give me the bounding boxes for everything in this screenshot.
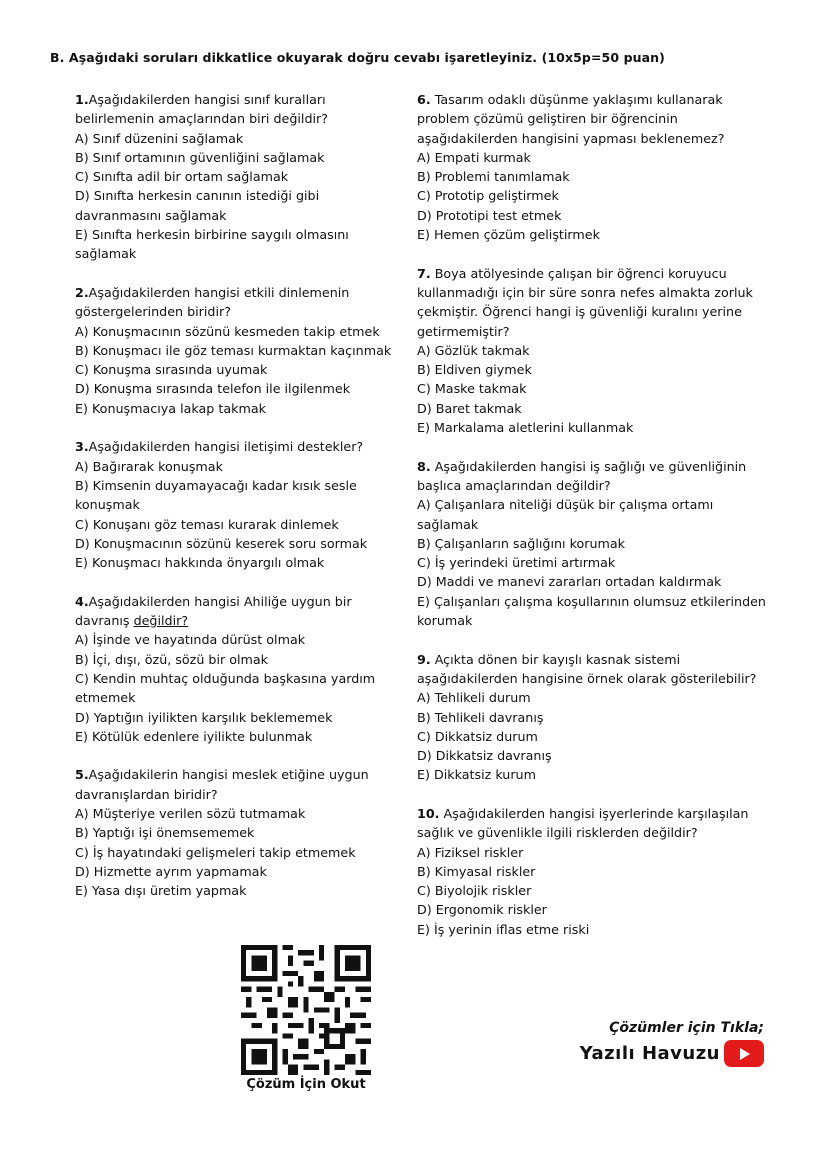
option-e: E) Dikkatsiz kurum xyxy=(417,767,536,783)
option-b: B) Eldiven giymek xyxy=(417,362,532,378)
option-c: C) Prototip geliştirmek xyxy=(417,188,559,204)
question-7 xyxy=(417,264,767,438)
qr-block xyxy=(241,945,371,1092)
right-column xyxy=(417,90,767,958)
question-9 xyxy=(417,650,767,785)
promo-block[interactable] xyxy=(580,1020,764,1067)
option-e: E) Hemen çözüm geliştirmek xyxy=(417,227,600,243)
option-e: E) Yasa dışı üretim yapmak xyxy=(75,883,247,899)
option-e: E) Markalama aletlerini kullanmak xyxy=(417,420,634,436)
option-d: D) Baret takmak xyxy=(417,400,522,416)
question-5 xyxy=(75,765,395,900)
qr-caption: Çözüm İçin Okut xyxy=(246,1077,366,1092)
option-b: B) Tehlikeli davranış xyxy=(417,709,544,725)
option-b: B) Kimsenin duyamayacağı kadar kısık sesle konuşmak xyxy=(75,477,357,513)
question-10 xyxy=(417,804,767,939)
question-1 xyxy=(75,90,395,264)
option-d: D) Sınıfta herkesin canının istediği gibi davranmasını sağlamak xyxy=(75,188,320,223)
question-4 xyxy=(75,592,395,746)
question-stem: 10. Aşağıdakilerden hangisi işyerlerinde karşılaşılan sağlık ve güvenlikle ilgili risklerden değildir? xyxy=(417,805,749,841)
option-c: C) Kendin muhtaç olduğunda başkasına yardım etmemek xyxy=(75,670,376,706)
option-d: D) Hizmette ayrım yapmamak xyxy=(75,863,267,879)
question-6 xyxy=(417,90,767,244)
option-b: B) Problemi tanımlamak xyxy=(417,169,570,185)
question-stem: 9. Açıkta dönen bir kayışlı kasnak sistemi aşağıdakilerden hangisine örnek olarak gösterilebilir? xyxy=(417,651,757,686)
option-c: C) Konuşma sırasında uyumak xyxy=(75,362,268,378)
question-stem: 6. Tasarım odaklı düşünme yaklaşımı kullanarak problem çözümü geliştiren bir öğrencinin aşağıdakilerden hangisini yapması beklenemez? xyxy=(417,92,725,146)
promo-caption: Çözümler için Tıkla; xyxy=(609,1020,764,1036)
option-a: A) Sınıf düzenini sağlamak xyxy=(75,130,244,146)
option-b: B) Yaptığı işi önemsememek xyxy=(75,825,255,841)
option-e: E) Sınıfta herkesin birbirine saygılı olmasını sağlamak xyxy=(75,227,349,262)
option-c: C) Sınıfta adil bir ortam sağlamak xyxy=(75,169,289,185)
option-d: D) Prototipi test etmek xyxy=(417,207,562,223)
option-a: A) İşinde ve hayatında dürüst olmak xyxy=(75,632,306,648)
question-stem: 3.Aşağıdakilerden hangisi iletişimi destekler? xyxy=(75,439,364,455)
option-d: D) Maddi ve manevi zararları ortadan kaldırmak xyxy=(417,574,722,590)
option-a: A) Fiziksel riskler xyxy=(417,844,524,860)
question-number: 10. xyxy=(417,805,440,821)
section-instruction: B. Aşağıdaki soruları dikkatlice okuyarak doğru cevabı işaretleyiniz. (10x5p=50 puan) xyxy=(50,50,665,65)
option-d: D) Ergonomik riskler xyxy=(417,902,547,918)
option-b: B) Sınıf ortamının güvenliğini sağlamak xyxy=(75,149,325,165)
option-b: B) Çalışanların sağlığını korumak xyxy=(417,535,625,551)
question-number: 1. xyxy=(75,92,89,107)
question-number: 3. xyxy=(75,439,89,455)
option-c: C) Biyolojik riskler xyxy=(417,883,532,899)
option-a: A) Konuşmacının sözünü kesmeden takip etmek xyxy=(75,323,380,339)
option-c: C) Dikkatsiz durum xyxy=(417,728,538,744)
question-stem: 5.Aşağıdakilerin hangisi meslek etiğine uygun davranışlardan biridir? xyxy=(75,767,369,802)
promo-link[interactable] xyxy=(580,1040,764,1067)
option-a: A) Bağırarak konuşmak xyxy=(75,458,223,474)
option-a: A) Çalışanlara niteliği düşük bir çalışma ortamı sağlamak xyxy=(417,497,714,532)
question-2 xyxy=(75,283,395,418)
option-e: E) Kötülük edenlere iyilikte bulunmak xyxy=(75,728,313,744)
question-number: 7. xyxy=(417,265,431,281)
option-d: D) Konuşmacının sözünü keserek soru sormak xyxy=(75,535,368,551)
option-c: C) Konuşanı göz teması kurarak dinlemek xyxy=(75,516,339,532)
channel-name[interactable]: Yazılı Havuzu xyxy=(579,1043,720,1064)
option-e: E) İş yerinin iflas etme riski xyxy=(417,921,590,937)
question-stem: 8. Aşağıdakilerden hangisi iş sağlığı ve güvenliğinin başlıca amaçlarından değildir? xyxy=(417,458,747,493)
option-a: A) Müşteriye verilen sözü tutmamak xyxy=(75,805,306,821)
option-d: D) Yaptığın iyilikten karşılık beklememek xyxy=(75,709,333,725)
question-number: 6. xyxy=(417,92,431,107)
question-3 xyxy=(75,437,395,572)
question-number: 2. xyxy=(75,284,89,300)
option-c: C) İş yerindeki üretimi artırmak xyxy=(417,555,616,571)
option-b: B) Konuşmacı ile göz teması kurmaktan kaçınmak xyxy=(75,342,392,358)
left-column xyxy=(75,90,395,920)
question-emphasis: değildir? xyxy=(133,613,189,629)
option-a: A) Tehlikeli durum xyxy=(417,690,531,706)
question-stem: 1.Aşağıdakilerden hangisi sınıf kuralları belirlemenin amaçlarından biri değildir? xyxy=(75,92,328,127)
option-a: A) Empati kurmak xyxy=(417,149,531,165)
question-number: 8. xyxy=(417,458,431,474)
youtube-play-icon[interactable] xyxy=(724,1040,764,1067)
question-stem: 7. Boya atölyesinde çalışan bir öğrenci koruyucu kullanmadığı için bir süre sonra nefes almakta zorluk çekmiştir. Öğrenci hangi iş güvenliği kuralını yerine getirmemiştir? xyxy=(417,265,753,339)
question-number: 9. xyxy=(417,651,431,667)
option-b: B) Kimyasal riskler xyxy=(417,863,536,879)
option-d: D) Konuşma sırasında telefon ile ilgilenmek xyxy=(75,381,351,397)
option-d: D) Dikkatsiz davranış xyxy=(417,748,552,764)
question-stem: 2.Aşağıdakilerden hangisi etkili dinlemenin göstergelerinden biridir? xyxy=(75,284,350,320)
option-c: C) Maske takmak xyxy=(417,381,527,397)
qr-code-icon[interactable] xyxy=(241,945,371,1075)
question-number: 4. xyxy=(75,593,89,609)
question-stem: 4.Aşağıdakilerden hangisi Ahiliğe uygun bir davranış değildir? xyxy=(75,593,352,629)
option-a: A) Gözlük takmak xyxy=(417,342,530,358)
option-e: E) Konuşmacı hakkında önyargılı olmak xyxy=(75,555,325,571)
option-b: B) İçi, dışı, özü, sözü bir olmak xyxy=(75,651,269,667)
option-c: C) İş hayatındaki gelişmeleri takip etmemek xyxy=(75,844,356,860)
option-e: E) Çalışanları çalışma koşullarının olumsuz etkilerinden korumak xyxy=(417,593,766,629)
question-8 xyxy=(417,457,767,631)
question-number: 5. xyxy=(75,767,89,783)
option-e: E) Konuşmacıya lakap takmak xyxy=(75,400,266,416)
